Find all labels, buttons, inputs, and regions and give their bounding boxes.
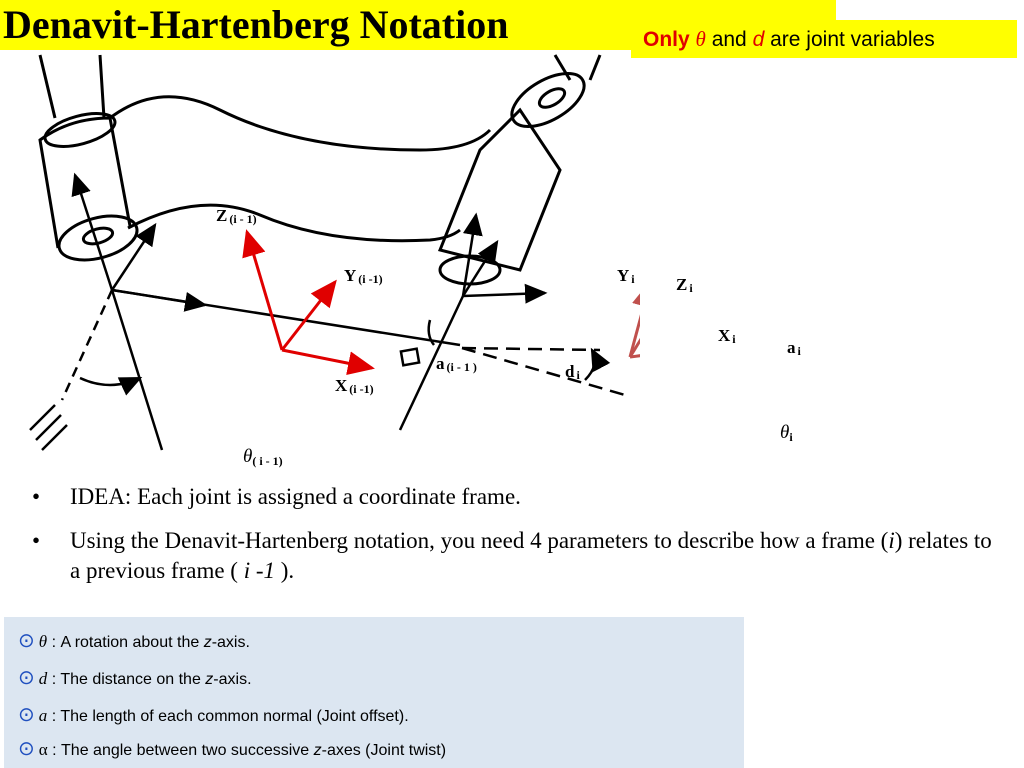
def-d: ⊙ d : The distance on the z-axis. — [18, 667, 252, 689]
link-body-drawing — [40, 55, 600, 284]
joint-variables-note — [631, 20, 1017, 58]
def-theta: ⊙ θ : A rotation about the z-axis. — [18, 630, 250, 652]
page-title: Denavit-Hartenberg Notation — [3, 2, 509, 47]
def-a: ⊙ a : The length of each common normal (Joint offset). — [18, 704, 409, 726]
circle-dot-icon: ⊙ — [18, 704, 35, 726]
note-d: d — [752, 28, 765, 51]
note-rest: are joint variables — [770, 28, 935, 51]
label-x-i: X i — [718, 326, 736, 346]
note-theta: θ — [695, 27, 706, 51]
frame-prev-axes — [247, 232, 372, 368]
label-z-prev: Z (i - 1) — [216, 206, 257, 226]
label-d-i: d i — [565, 362, 580, 382]
label-x-prev: X (i -1) — [335, 376, 374, 396]
circle-dot-icon: ⊙ — [18, 667, 35, 689]
bullet-list — [32, 482, 1002, 600]
label-z-i: Z i — [676, 275, 693, 295]
robot-link-diagram — [0, 50, 640, 470]
def-alpha: ⊙ α : The angle between two successive z-axes (Joint twist) — [18, 738, 447, 760]
label-a-i: a i — [787, 338, 801, 358]
note-only: Only — [643, 28, 690, 51]
frame-i-axes — [630, 283, 640, 357]
label-theta-prev: $\theta_{( i - 1)}$ — [243, 446, 283, 468]
parameter-definitions — [4, 617, 744, 768]
bullet-idea: • IDEA: Each joint is assigned a coordinate frame. — [32, 484, 521, 509]
note-and: and — [711, 28, 747, 51]
bullet-parameters: • Using the Denavit-Hartenberg notation, you need 4 parameters to describe how a frame (i) relates to a previous frame ( i -1 ). — [32, 528, 992, 583]
label-y-prev: Y (i -1) — [344, 266, 383, 286]
label-y-i: Y i — [617, 266, 635, 286]
label-theta-i: $\theta_i$ — [780, 422, 793, 444]
circle-dot-icon: ⊙ — [18, 630, 35, 652]
circle-dot-icon: ⊙ — [18, 738, 35, 760]
label-a-prev: a (i - 1 ) — [436, 354, 477, 374]
